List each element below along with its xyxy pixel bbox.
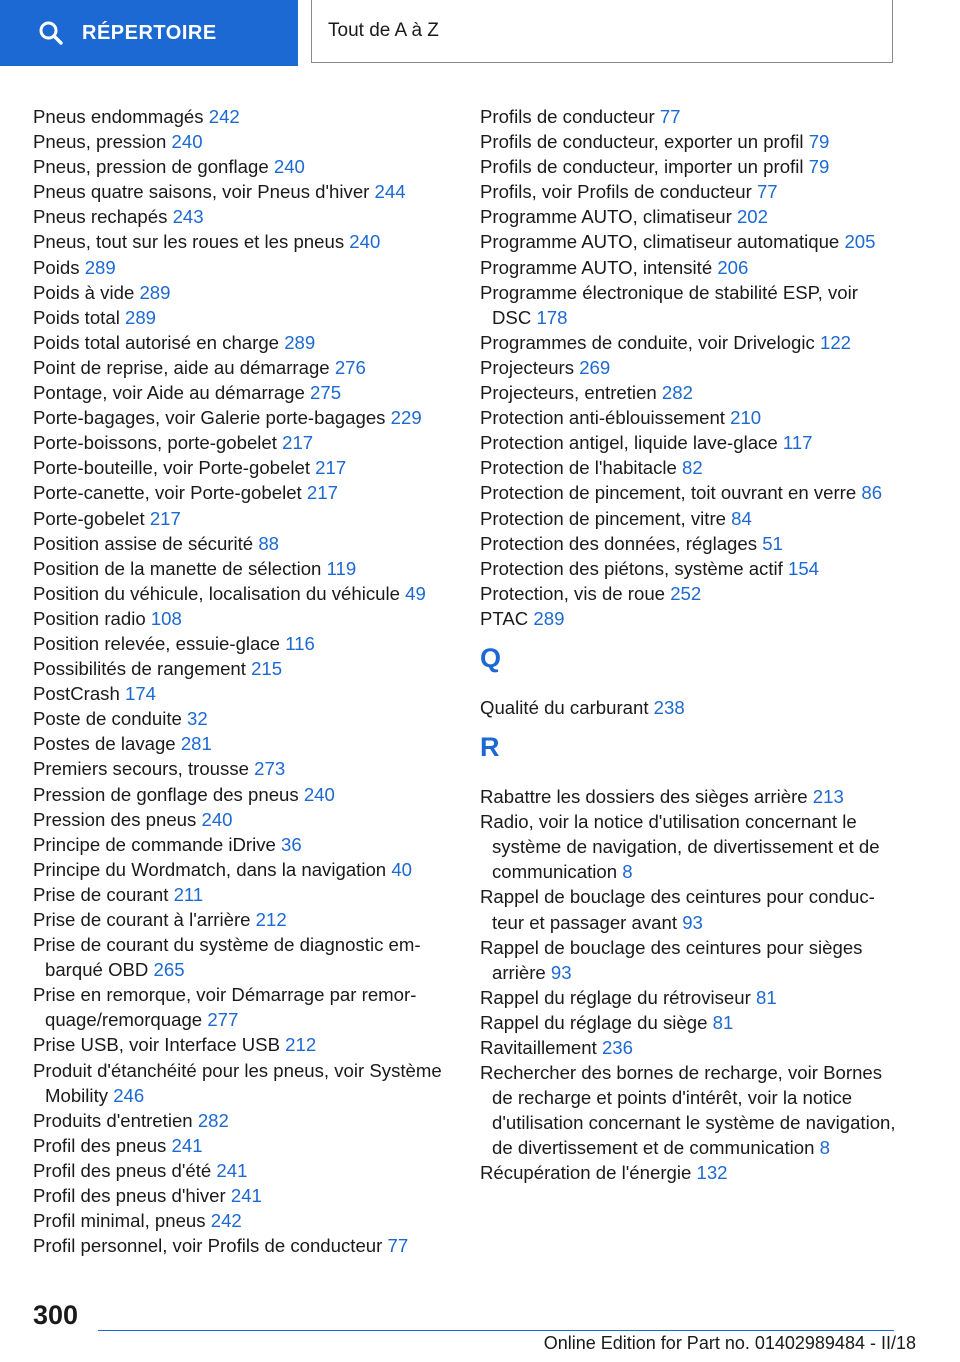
index-entry [480,129,900,154]
index-entry-text: Porte-canette, voir Porte-gobelet [33,482,302,504]
page-reference-link[interactable]: 242 [208,106,240,127]
page-reference-link[interactable]: 289 [139,281,171,303]
index-entry [33,229,443,254]
index-entry [33,405,443,430]
index-entry [480,480,900,505]
index-entry-text: Profils, voir Profils de conducteur [480,181,752,203]
page-reference-link[interactable]: 108 [150,607,182,629]
index-entry [33,305,443,330]
repertoire-tab[interactable] [0,0,298,66]
index-entry [480,506,900,531]
index-entry-text: Profils de conducteur, exporter un profil [480,131,804,153]
page-reference-link[interactable]: 82 [682,457,703,479]
page-reference-link[interactable]: 244 [374,181,406,203]
index-entry-text: Profil minimal, pneus [33,1210,206,1232]
footer-divider [98,1330,894,1331]
index-entry [33,1183,443,1208]
index-entry-text: Pression des pneus [33,808,197,830]
index-entry [480,330,900,355]
page-reference-link[interactable]: 174 [124,683,157,705]
index-entry [33,355,443,380]
page-reference-link[interactable]: 206 [717,256,749,278]
index-entry-text: Rappel du réglage du rétroviseur [480,986,751,1008]
index-entry-text: Projecteurs [480,356,575,378]
index-entry [33,280,443,305]
index-entry-text: Position assise de sécurité [33,532,254,554]
index-entry [480,1060,900,1160]
index-entry [33,480,443,505]
page-reference-link[interactable]: 86 [861,482,883,504]
index-entry [33,104,443,129]
index-entry [480,280,900,330]
index-entry-text: Prise USB, voir Interface USB [33,1034,280,1056]
page-reference-link[interactable]: 241 [216,1159,248,1181]
index-entry-text: Récupération de l'énergie [480,1162,692,1184]
index-entry [480,204,900,229]
index-entry-text: Possibilités de rangement [33,658,246,680]
index-entry [480,179,900,204]
page-reference-link[interactable]: 289 [84,256,116,278]
page-reference-link[interactable]: 51 [762,532,783,554]
index-entry [33,932,443,982]
index-entry [480,405,900,430]
page-reference-link[interactable]: 217 [149,507,181,529]
page-reference-link[interactable]: 289 [125,306,157,328]
index-entry [33,1208,443,1233]
index-entry-text: Profils de conducteur [480,106,655,127]
repertoire-tab-label: RÉPERTOIRE [82,21,217,44]
page-reference-link[interactable]: 32 [187,708,208,730]
index-entry-text: PostCrash [33,683,120,705]
index-entry-text: Profil personnel, voir Profils de conducteur [33,1235,383,1257]
page-reference-link[interactable]: 277 [207,1009,239,1031]
page-reference-link[interactable]: 217 [306,482,338,504]
page-reference-link[interactable]: 40 [391,858,412,880]
index-entry [33,506,443,531]
index-column-left [33,104,443,1258]
index-entry [33,581,443,606]
page-reference-link[interactable]: 154 [787,557,820,579]
index-entry-text: Rechercher des bornes de recharge, voir Bornes de recharge et points d'intérêt, voir la notice d'utilisation concernant le système de navigation, de divertissement et de communication [480,1062,896,1159]
index-entry [33,631,443,656]
index-entry-text: Profils de conducteur, importer un profil [480,156,804,178]
index-entry [480,695,900,720]
page-reference-link[interactable]: 8 [622,861,633,883]
index-entry-text: Protection des piétons, système actif [480,557,783,579]
index-entry [33,154,443,179]
page-reference-link[interactable]: 84 [731,507,752,529]
index-entry [33,907,443,932]
index-entry [480,809,900,884]
index-entry [33,1233,443,1258]
index-entry [33,556,443,581]
index-entry [480,935,900,985]
index-entry-text: Position du véhicule, localisation du véhicule [33,582,400,604]
index-entry [33,782,443,807]
page-reference-link[interactable]: 77 [387,1235,409,1257]
index-entry-text: Postes de lavage [33,733,176,755]
page-reference-link[interactable]: 240 [273,156,305,178]
index-entry [480,229,900,254]
index-column-right [480,104,900,1186]
section-title-tab[interactable] [311,0,893,63]
index-entry-text: Protection antigel, liquide lave-glace [480,432,778,454]
index-entry [480,985,900,1010]
index-entry [480,380,900,405]
section-title: Tout de A à Z [328,20,439,41]
page-reference-link[interactable]: 77 [756,181,778,203]
page-reference-link[interactable]: 79 [808,156,830,178]
page-reference-link[interactable]: 265 [153,959,185,981]
page-reference-link[interactable]: 210 [730,407,762,429]
index-entry-text: Position radio [33,607,146,629]
index-entry-text: Ravitaillement [480,1037,597,1058]
index-entry [33,756,443,781]
index-entry-text: Porte-gobelet [33,507,145,529]
index-entry [480,255,900,280]
index-entry [480,581,900,606]
index-entry-text: Rappel de bouclage des ceintures pour conducteur et passager avant [480,886,875,933]
index-entry [33,1058,443,1108]
index-entry [33,1108,443,1133]
index-entry [33,807,443,832]
index-entry [33,255,443,280]
page-reference-link[interactable]: 217 [282,432,314,454]
page-reference-link[interactable]: 240 [349,231,381,253]
index-entry-text: Poids [33,256,80,278]
page-reference-link[interactable]: 275 [310,382,342,404]
index-entry-text: Produits d'entretien [33,1109,193,1131]
page-reference-link[interactable]: 229 [390,407,422,429]
index-entry [33,857,443,882]
index-entry-text: Programme AUTO, intensité [480,256,713,278]
index-entry-text: Rabattre les dossiers des sièges arrière [480,786,808,808]
index-entry [33,982,443,1032]
search-icon [38,20,64,46]
index-entry [33,204,443,229]
index-entry [480,606,900,631]
page-reference-link[interactable]: 217 [315,457,347,479]
index-entry-text: Pneus endommagés [33,106,204,127]
index-entry [33,430,443,455]
index-entry [33,455,443,480]
header [0,0,960,66]
index-entry-text: Protection anti-éblouissement [480,407,725,429]
page-reference-link[interactable]: 238 [653,696,685,718]
index-entry-text: Rappel du réglage du siège [480,1011,708,1033]
page-reference-link[interactable]: 213 [812,786,844,808]
index-entry-text: Prise de courant [33,883,169,905]
index-entry-text: Porte-bagages, voir Galerie porte-bagages [33,407,386,429]
index-entry-text: Porte-boissons, porte-gobelet [33,432,277,454]
page-reference-link[interactable]: 236 [601,1037,633,1058]
page-reference-link[interactable]: 240 [201,808,233,830]
index-entry [480,355,900,380]
index-entry-text: Projecteurs, entretien [480,382,657,404]
page-reference-link[interactable]: 88 [258,532,279,554]
index-entry-text: Premiers secours, trousse [33,758,249,780]
index-entry-text: Radio, voir la notice d'utilisation concernant le système de navigation, de divertissement et de communication [480,811,880,883]
page-reference-link[interactable]: 240 [171,131,203,153]
index-entry-text: Protection de pincement, vitre [480,507,726,529]
index-entry [480,154,900,179]
page-reference-link[interactable]: 289 [284,331,316,353]
index-entry [480,556,900,581]
page-reference-link[interactable]: 81 [755,986,777,1008]
page-reference-link[interactable]: 117 [782,432,813,454]
index-entry-text: Pneus quatre saisons, voir Pneus d'hiver [33,181,370,203]
index-entry-text: Protection de l'habitacle [480,457,677,479]
page-reference-link[interactable]: 240 [303,783,335,805]
page-reference-link[interactable]: 132 [696,1162,728,1184]
index-entry-text: Protection, vis de roue [480,582,666,604]
index-entry [33,706,443,731]
page-reference-link[interactable]: 116 [285,632,315,654]
page-number: 300 [33,1300,79,1330]
page-reference-link[interactable]: 81 [712,1011,734,1033]
index-entry [33,656,443,681]
page-reference-link[interactable]: 215 [251,658,283,680]
page-reference-link[interactable]: 282 [661,382,693,404]
page-reference-link[interactable]: 8 [819,1137,830,1159]
index-entry [480,1035,900,1060]
index-letter-heading: Q [480,642,502,673]
index-entry-text: Qualité du carburant [480,696,649,718]
index-entry-text: Prise en remorque, voir Démarrage par remorquage/remorquage [33,984,417,1031]
index-entry [33,380,443,405]
index-entry [33,1133,443,1158]
page-reference-link[interactable]: 269 [579,356,611,378]
index-entry [33,681,443,706]
index-entry [33,832,443,857]
index-entry [33,179,443,204]
page-reference-link[interactable]: 241 [171,1134,203,1156]
page-reference-link[interactable]: 246 [113,1084,145,1106]
page-reference-link[interactable]: 122 [820,331,852,353]
index-entry [33,606,443,631]
index-entry [480,455,900,480]
footer-edition: Online Edition for Part no. 01402989484 - II/18 [543,1333,916,1353]
page-reference-link[interactable]: 289 [533,607,565,629]
index-entry-text: Programmes de conduite, voir Drivelogic [480,331,815,353]
page-reference-link[interactable]: 252 [670,582,702,604]
page-reference-link[interactable]: 79 [808,131,830,153]
index-entry [480,784,900,809]
page-reference-link[interactable]: 178 [536,306,568,328]
index-entry-text: Position de la manette de sélection [33,557,322,579]
index-entry-text: Poste de conduite [33,708,182,730]
index-entry [33,1158,443,1183]
index-entry-text: Profil des pneus [33,1134,167,1156]
page-reference-link[interactable]: 276 [334,356,366,378]
index-entry-text: Protection de pincement, toit ouvrant en verre [480,482,857,504]
index-entry-text: Principe du Wordmatch, dans la navigation [33,858,387,880]
page-reference-link[interactable]: 281 [180,733,212,755]
index-entry-text: Prise de courant à l'arrière [33,909,251,930]
index-entry-text: Pression de gonflage des pneus [33,783,299,805]
index-entry-text: Poids total [33,306,120,328]
index-entry [33,129,443,154]
page-reference-link[interactable]: 205 [844,231,876,253]
index-entry [33,731,443,756]
index-entry-text: Pontage, voir Aide au démarrage [33,382,305,404]
index-entry-text: Profil des pneus d'hiver [33,1185,226,1207]
page-reference-link[interactable]: 49 [405,582,426,604]
index-entry [33,531,443,556]
index-entry-text: Prise de courant du système de diagnostic embarqué OBD [33,934,421,981]
index-entry-text: Poids à vide [33,281,135,303]
index-entry-text: Principe de commande iDrive [33,833,276,855]
page-reference-link[interactable]: 93 [682,911,703,933]
index-entry-text: Poids total autorisé en charge [33,331,280,353]
index-letter-heading: R [480,732,500,763]
page-reference-link[interactable]: 211 [173,883,204,905]
index-entry [480,1010,900,1035]
index-entry-text: Point de reprise, aide au démarrage [33,356,330,378]
index-entry-text: Pneus, pression de gonflage [33,156,269,178]
index-entry [480,884,900,934]
index-entry-text: Pneus, tout sur les roues et les pneus [33,231,345,253]
index-entry-text: Programme AUTO, climatiseur [480,206,732,228]
page-reference-link[interactable]: 242 [210,1210,242,1232]
index-entry-text: Rappel de bouclage des ceintures pour sièges arrière [480,936,863,983]
index-entry-text: Programme AUTO, climatiseur automatique [480,231,840,253]
page-reference-link[interactable]: 93 [550,961,572,983]
page-reference-link[interactable]: 282 [197,1109,229,1131]
index-entry [480,104,900,129]
page-reference-link[interactable]: 212 [255,909,287,930]
index-entry [33,882,443,907]
page-reference-link[interactable]: 119 [326,557,357,579]
page-reference-link[interactable]: 273 [254,758,286,780]
index-entry-text: Pneus, pression [33,131,167,153]
index-entry-text: PTAC [480,607,529,629]
index-entry-text: Protection des données, réglages [480,532,758,554]
index-entry [33,1032,443,1057]
index-entry-text: Produit d'étanchéité pour les pneus, voir Système Mobility [33,1059,442,1106]
index-entry-text: Porte-bouteille, voir Porte-gobelet [33,457,310,479]
index-entry-text: Programme électronique de stabilité ESP, voir DSC [480,281,858,328]
page-reference-link[interactable]: 202 [736,206,768,228]
page-reference-link[interactable]: 36 [281,833,302,855]
page-reference-link[interactable]: 243 [172,206,204,228]
index-entry [480,1160,900,1185]
index-entry-text: Profil des pneus d'été [33,1159,212,1181]
index-entry [33,330,443,355]
index-entry [480,531,900,556]
index-entry-text: Position relevée, essuie-glace [33,632,281,654]
index-entry-text: Pneus rechapés [33,206,168,228]
page-reference-link[interactable]: 77 [659,106,681,127]
page-reference-link[interactable]: 212 [285,1034,317,1056]
index-entry [480,430,900,455]
page-reference-link[interactable]: 241 [230,1185,262,1207]
